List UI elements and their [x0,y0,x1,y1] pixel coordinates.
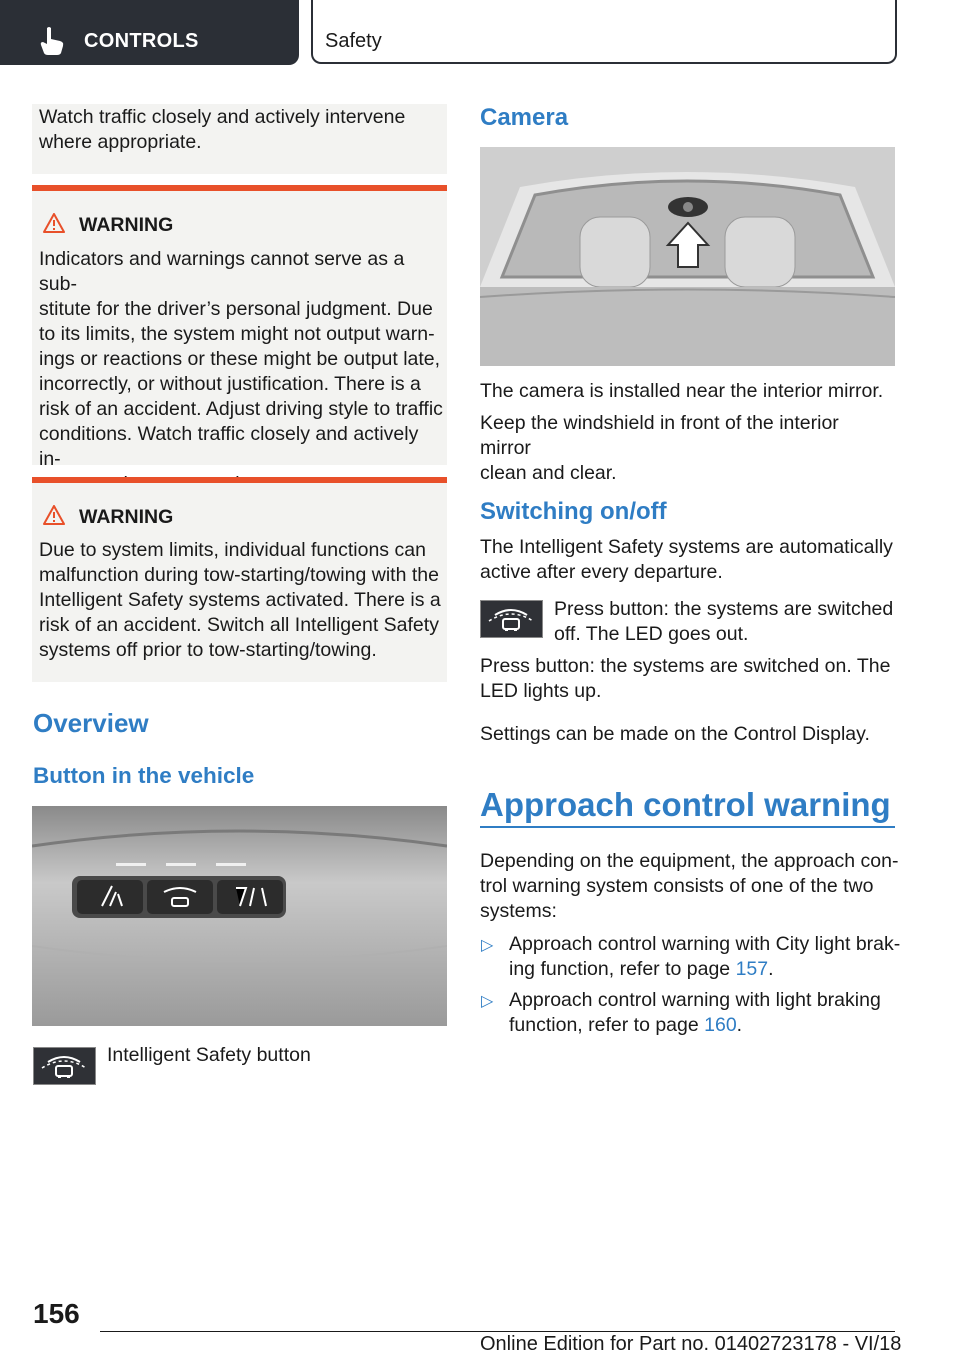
press-on-line: LED lights up. [480,680,602,702]
bullet-line: ing function, refer to page [509,958,736,980]
switch-text [480,535,895,585]
press-off-line: Press button: the systems are switched [554,598,894,620]
warning-line: risk of an accident. Adjust driving style to traffic [39,398,443,420]
warning-line: malfunction during tow-starting/towing with the [39,564,439,586]
bullet-tail: . [736,1014,743,1036]
warning-line: stitute for the driver’s personal judgment. Due [39,298,433,320]
bullet-item [509,988,901,1038]
switch-line: active after every departure. [480,561,723,583]
bullet-tail: . [768,958,774,980]
switch-line: The Intelligent Safety systems are automatically [480,536,893,558]
camera-text [480,379,895,404]
warning-line: risk of an accident. Switch all Intelligent Safety [39,614,439,636]
warning-title: WARNING [79,506,174,528]
press-off-line: off. The LED goes out. [554,623,749,645]
intelligent-safety-button-icon [480,600,543,638]
bullet-line: Approach control warning with light braking [509,989,881,1011]
approach-line: trol warning system consists of one of the two [480,875,874,897]
press-on-text [480,654,895,704]
approach-line: systems: [480,900,557,922]
chapter-title: Safety [325,30,382,52]
page-link-157[interactable]: 157 [735,958,769,980]
windshield-text [480,411,895,486]
camera-location-photo [480,147,895,366]
warning-triangle-icon [43,505,65,525]
approach-text [480,849,900,924]
section-title: CONTROLS [84,30,199,52]
settings-text: Settings can be made on the Control Display. [480,723,870,745]
camera-heading: Camera [480,104,569,131]
warning-text [39,247,444,497]
page-number: 156 [33,1298,80,1329]
footer-edition: Online Edition for Part no. 01402723178 - VI/18 [480,1333,902,1355]
warning-triangle-icon [43,213,65,233]
warning-line: ings or reactions or these might be output late, [39,348,441,370]
heading-rule [480,826,895,828]
bullet-marker: ▷ [481,937,494,954]
windshield-line: clean and clear. [480,462,617,484]
warning-line: conditions. Watch traffic closely and actively in- [39,423,419,470]
warning-line: incorrectly, or without justification. There is a [39,373,421,395]
page-link-160[interactable]: 160 [704,1014,737,1036]
switch-heading: Switching on/off [480,498,667,525]
windshield-line: Keep the windshield in front of the interior mirror [480,412,839,459]
camera-line: The camera is installed near the interior mirror. [480,380,884,402]
pointing-hand-icon [38,26,66,56]
warning-line: Indicators and warnings cannot serve as a sub- [39,248,405,295]
button-heading: Button in the vehicle [33,763,255,788]
bullet-marker: ▷ [481,993,494,1010]
approach-line: Depending on the equipment, the approach con- [480,850,899,872]
approach-heading: Approach control warning [480,786,891,823]
button-caption: Intelligent Safety button [107,1044,311,1066]
overview-heading: Overview [33,708,149,738]
intelligent-safety-button-icon [33,1047,96,1085]
warning-title: WARNING [79,214,174,236]
bullet-line: Approach control warning with City light brak- [509,933,901,955]
press-on-line: Press button: the systems are switched on. The [480,655,891,677]
note-text [39,105,439,155]
chapter-frame [311,0,897,64]
warning-line: systems off prior to tow-starting/towing. [39,639,377,661]
warning-line: to its limits, the system might not output warn- [39,323,435,345]
footer-rule [100,1331,895,1332]
warning-text [39,538,444,663]
bullet-item [509,932,901,982]
warning-line: Due to system limits, individual functions can [39,539,426,561]
warning-line: Intelligent Safety systems activated. There is a [39,589,441,611]
vehicle-button-photo [32,806,447,1026]
note-line: Watch traffic closely and actively intervene [39,106,406,128]
press-off-text [554,597,899,647]
bullet-line: function, refer to page [509,1014,705,1036]
note-line: where appropriate. [39,131,202,153]
